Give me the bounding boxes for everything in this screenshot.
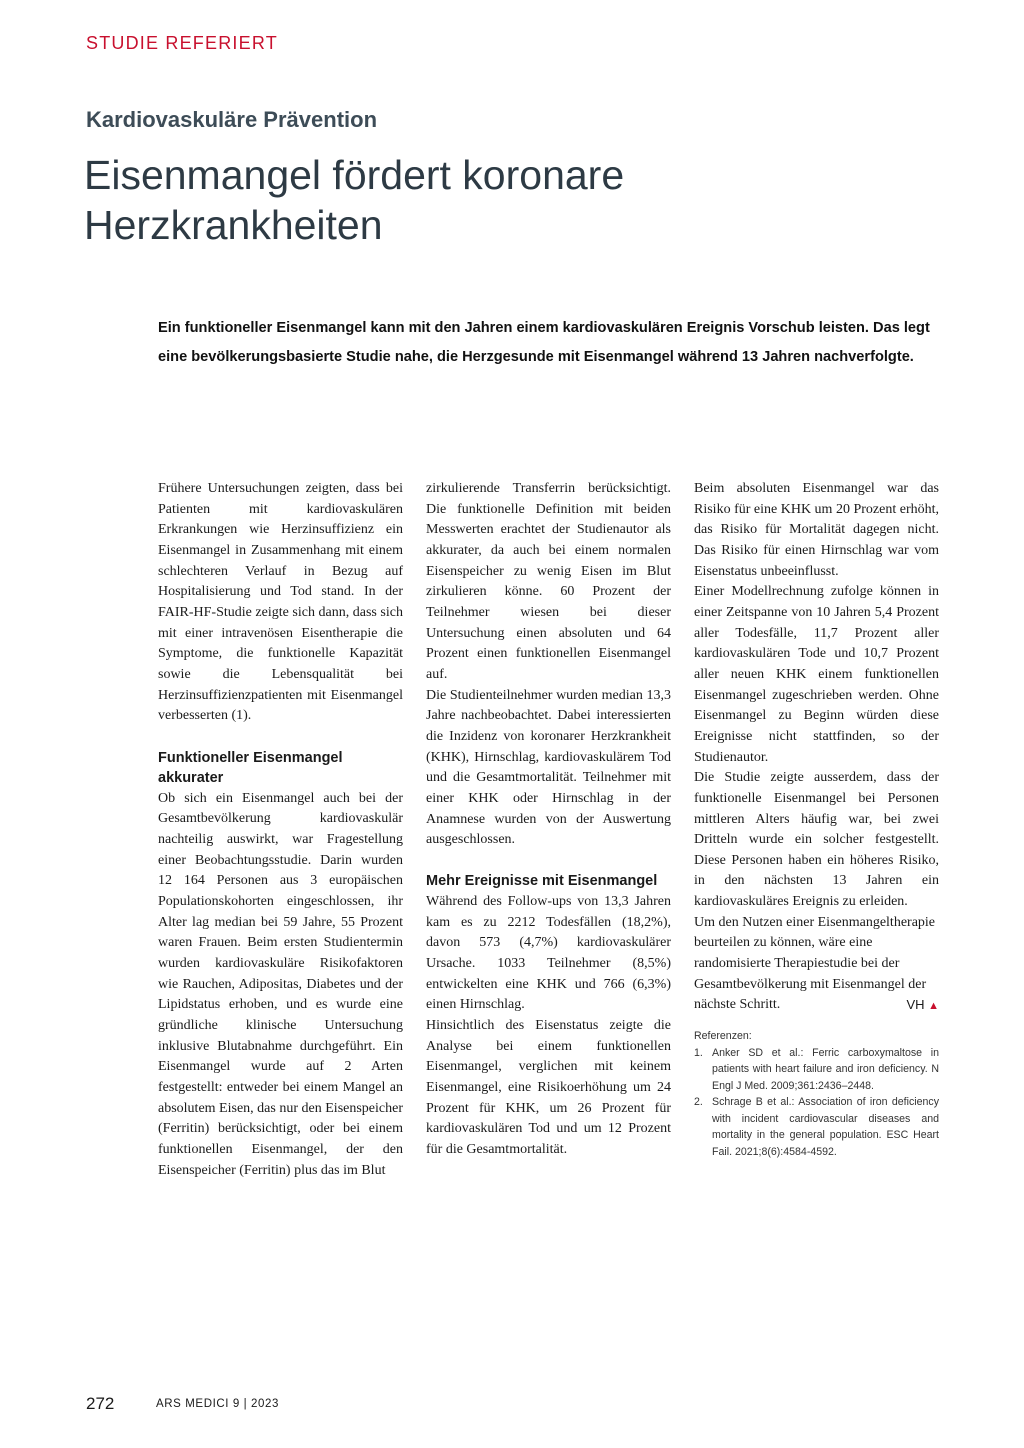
page-number: 272	[86, 1394, 115, 1413]
body-paragraph: Hinsichtlich des Eisenstatus zeigte die Analyse bei einem funktionellen Eisenmangel, verglichen mit keinem Eisenmangel, eine Risikoerhöhung um 24 Prozent für KHK, um 26 Prozent für kardiovaskulären Tod und um 12 Prozent für die Gesamtmortalität.	[426, 1018, 671, 1157]
body-paragraph: Um den Nutzen einer Eisenmangeltherapie beurteilen zu können, wäre eine randomisierte Therapiestudie bei der Gesamtbevölkerung mit Eisenmangel der nächste Schritt. VH ▲	[694, 913, 939, 1016]
body-paragraph: Beim absoluten Eisenmangel war das Risiko für eine KHK um 20 Prozent erhöht, das Risiko für Mortalität dagegen nicht. Das Risiko für einen Hirnschlag war vom Eisenstatus unbeeinflusst.	[694, 481, 939, 579]
reference-number: 2.	[694, 1096, 703, 1109]
body-paragraph: Während des Follow-ups von 13,3 Jahren kam es zu 2212 Todesfällen (18,2%), davon 573 (4,7%) kardiovaskulärer Ursache. 1033 Teilnehmer (8,5%) entwickelten eine KHK und 766 (6,3%) einen Hirnschlag.	[426, 894, 671, 1013]
body-paragraph: Die Studie zeigte ausserdem, dass der funktionelle Eisenmangel bei Personen mittleren Alters häufig war, bei zwei Dritteln wurde ein solcher festgestellt. Diese Personen haben ein höheres Risiko, in den nächsten 13 Jahren ein kardiovaskuläres Ereignis zu erleiden.	[694, 770, 939, 910]
article-lead: Ein funktioneller Eisenmangel kann mit den Jahren einem kardiovaskulären Ereignis Vorschub leisten. Das legt eine bevölkerungsbasierte Studie nahe, die Herzgesunde mit Eisenmangel während 13 Jahren nachverfolgte.	[158, 320, 930, 365]
body-paragraph: Die Studienteilnehmer wurden median 13,3 Jahre nachbeobachtet. Dabei interessierten die Inzidenz von koronarer Herzkrankheit (KHK), Hirnschlag, kardiovaskulärem Tod und die Gesamtmortalität. Teilnehmer mit einer KHK oder Hirnschlag in der Anamnese wurden von der Auswertung ausgeschlossen.	[426, 687, 671, 848]
section-heading: Mehr Ereignisse mit Eisenmangel	[426, 873, 658, 890]
reference-number: 1.	[694, 1046, 703, 1059]
references	[694, 1028, 939, 1160]
reference-text: Schrage B et al.: Association of iron deficiency with incident cardiovascular diseases and mortality in the general population. ESC Heart Fail. 2021;8(6):4584-4592.	[712, 1096, 939, 1158]
body-paragraph: Frühere Untersuchungen zeigten, dass bei Patienten mit kardiovaskulären Erkrankungen wie Herzinsuffizienz ein Eisenmangel in Zusammenhang mit einem schlechteren Verlauf in Bezug auf Hospitalisierung und Tod stand. In der FAIR-HF-Studie zeigte sich dann, dass sich mit einer intravenösen Eisentherapie die Symptome, die funktionelle Kapazität sowie die Lebensqualität bei Herzinsuffizienzpatienten mit Eisenmangel verbesserten (1).	[158, 481, 403, 724]
article-title: Eisenmangel fördert koronare Herzkrankheiten	[84, 152, 625, 248]
section-heading: Funktioneller Eisenmangel akkurater	[158, 749, 343, 787]
section-kicker: STUDIE REFERIERT	[86, 33, 278, 53]
reference-item	[694, 1045, 939, 1095]
body-paragraph: Ob sich ein Eisenmangel auch bei der Gesamtbevölkerung kardiovaskulär nachteilig auswirkt, war Fragestellung einer Beobachtungsstudie. Darin wurden 12 164 Personen aus 3 europäischen Populationskohorten eingeschlossen, ihr Alter lag median bei 59 Jahre, 55 Prozent waren Frauen. Beim ersten Studientermin wurden kardiovaskuläre Risikofaktoren wie Rauchen, Adipositas, Diabetes und der Lipidstatus erhoben, und es wurde eine gründliche klinische Untersuchung inklusive Blutabnahme durchgeführt. Ein Eisenmangel wurde auf 2 Arten festgestellt: entweder bei einem Mangel an absolutem Eisen, das nur den Eisenspeicher (Ferritin) berücksichtigt, oder bei einem funktionellen Eisenmangel, der den Eisenspeicher (Ferritin) plus das im Blut	[158, 790, 403, 1178]
body-paragraph-continued: zirkulierende Transferrin berücksichtigt. Die funktionelle Definition mit beiden Messwerten erachtet der Studienautor als akkurater, da auch bei einem normalen Eisenspeicher zu wenig Eisen im Blut zirkulieren könne. 60 Prozent der Teilnehmer wiesen bei dieser Untersuchung einen absoluten und 64 Prozent einen funktionellen Eisenmangel auf.	[426, 481, 671, 682]
reference-text: Anker SD et al.: Ferric carboxymaltose in patients with heart failure and iron deficiency. N Engl J Med. 2009;361:2436–2448.	[712, 1046, 939, 1092]
end-triangle-icon: ▲	[928, 1000, 939, 1013]
page-footer	[86, 1394, 280, 1414]
references-title: Referenzen:	[694, 1030, 752, 1043]
column-1	[158, 479, 403, 1181]
journal-issue: ARS MEDICI 9 | 2023	[156, 1398, 280, 1410]
column-3	[694, 479, 939, 1160]
reference-item	[694, 1094, 939, 1160]
author-initials: VH	[906, 997, 929, 1013]
author-signature	[906, 995, 939, 1017]
article-subtitle: Kardiovaskuläre Prävention	[86, 107, 378, 132]
body-paragraph: Einer Modellrechnung zufolge können in einer Zeitspanne von 10 Jahren 5,4 Prozent aller Todesfälle, 11,7 Prozent aller kardiovaskulären Tode und 10,7 Prozent aller neuen KHK einem funktionellen Eisenmangel zugeschrieben werden. Ohne Eisenmangel zu Beginn würden diese Ereignisse nicht stattfinden, so der Studienautor.	[694, 584, 939, 765]
column-2	[426, 479, 671, 1161]
